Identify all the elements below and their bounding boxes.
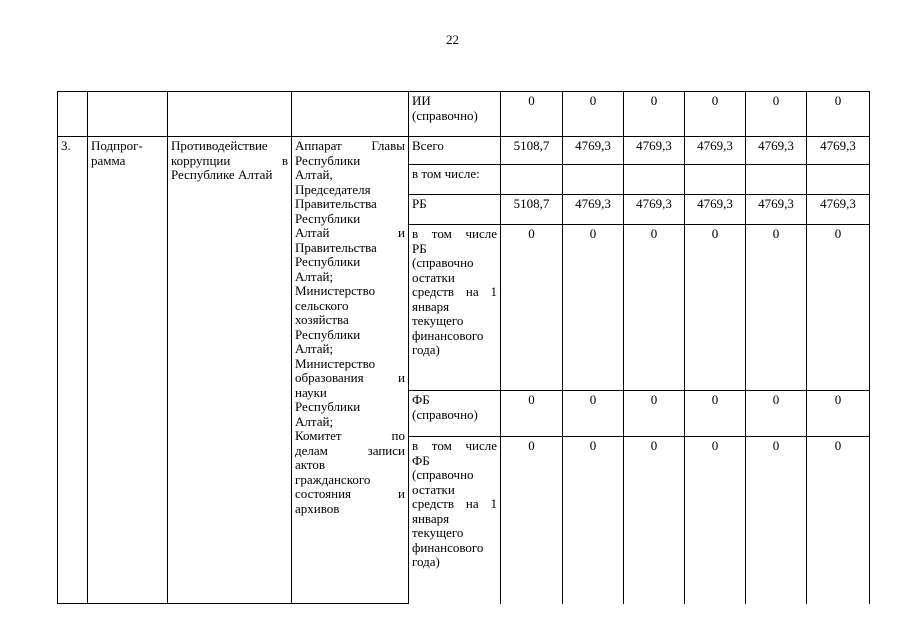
executor-line: Алтай,	[295, 167, 333, 182]
executors-cell	[292, 137, 409, 604]
budget-table	[57, 91, 870, 604]
executor-line: хозяйства	[295, 312, 349, 327]
value-cell: 0	[624, 391, 685, 437]
value-cell: 4769,3	[685, 195, 746, 225]
executor-line: образования и	[295, 370, 405, 385]
value-cell: 0	[563, 437, 624, 604]
funding-source-line: (справочно	[412, 467, 474, 482]
value-cell: 0	[563, 391, 624, 437]
funding-source-line: в том числе	[412, 438, 497, 453]
value-cell: 4769,3	[563, 195, 624, 225]
value-cell: 0	[685, 391, 746, 437]
funding-source-line: ФБ	[412, 392, 430, 407]
value-cell: 4769,3	[807, 137, 870, 165]
type-line: Подпрог-	[91, 138, 143, 153]
funding-source-line: текущего	[412, 313, 464, 328]
executor-line: Правительства	[295, 196, 377, 211]
value-cell: 0	[624, 437, 685, 604]
value-cell: 4769,3	[563, 137, 624, 165]
executor-line: актов	[295, 457, 326, 472]
funding-source-line: РБ	[412, 240, 427, 256]
value-cell: 4769,3	[685, 137, 746, 165]
funding-source-cell	[409, 165, 501, 195]
value-cell	[563, 165, 624, 195]
funding-source-cell	[409, 225, 501, 391]
value-cell: 4769,3	[624, 137, 685, 165]
value-cell	[501, 165, 563, 195]
executor-line: Алтай;	[295, 341, 334, 356]
value-cell: 0	[685, 225, 746, 391]
value-cell: 0	[563, 225, 624, 391]
executor-line: Министерство	[295, 283, 376, 298]
value-cell: 4769,3	[807, 195, 870, 225]
value-cell: 0	[563, 92, 624, 137]
executor-line: Председателя	[295, 181, 371, 197]
value-cell: 5108,7	[501, 137, 563, 165]
funding-source-line: в том числе:	[412, 166, 480, 181]
value-cell: 0	[807, 92, 870, 137]
funding-source-line: (справочно)	[412, 107, 478, 123]
executor-line: состояния и	[295, 486, 405, 501]
executor-line: Алтай;	[295, 413, 334, 429]
value-cell: 0	[746, 437, 807, 604]
funding-source-cell	[409, 391, 501, 437]
value-cell: 0	[807, 225, 870, 391]
value-cell: 0	[807, 391, 870, 437]
number-cell	[58, 92, 88, 137]
value-cell	[746, 165, 807, 195]
funding-source-line: января	[412, 298, 450, 314]
funding-source-line: остатки	[412, 269, 455, 285]
executor-line: Комитет по	[295, 428, 405, 443]
executor-line: Республики	[295, 399, 361, 414]
funding-source-cell	[409, 92, 501, 137]
executors-cell	[292, 92, 409, 137]
type-cell	[88, 92, 168, 137]
executor-line: науки	[295, 384, 327, 400]
executor-line: Министерство	[295, 355, 376, 371]
executor-line: Республики	[295, 254, 361, 269]
value-cell: 0	[807, 437, 870, 604]
funding-source-line: финансового	[412, 327, 484, 343]
funding-source-line: ИИ	[412, 93, 431, 108]
funding-source-line: Всего	[412, 138, 444, 153]
funding-source-line: (справочно)	[412, 406, 478, 422]
value-cell: 0	[624, 225, 685, 391]
value-cell: 0	[501, 391, 563, 437]
value-cell: 4769,3	[746, 195, 807, 225]
value-cell: 0	[624, 92, 685, 137]
funding-source-line: (справочно	[412, 255, 474, 270]
value-cell: 0	[746, 391, 807, 437]
funding-source-line: года)	[412, 554, 440, 569]
page-number: 22	[446, 32, 459, 47]
type-cell	[88, 137, 168, 604]
name-cell	[168, 92, 292, 137]
value-cell: 0	[685, 92, 746, 137]
funding-source-cell	[409, 195, 501, 225]
executor-line: Аппарат Главы	[295, 138, 405, 153]
funding-source-line: года)	[412, 342, 440, 357]
funding-source-cell	[409, 137, 501, 165]
value-cell: 5108,7	[501, 195, 563, 225]
funding-source-line: РБ	[412, 196, 427, 211]
funding-source-line: января	[412, 510, 450, 526]
executor-line: гражданского	[295, 471, 371, 487]
table-row	[58, 92, 870, 137]
value-cell: 0	[501, 225, 563, 391]
funding-source-line: финансового	[412, 539, 484, 555]
value-cell: 0	[746, 225, 807, 391]
type-line: рамма	[91, 152, 126, 168]
value-cell: 4769,3	[746, 137, 807, 165]
executor-line: Алтай;	[295, 268, 334, 284]
funding-source-line: в том числе	[412, 226, 497, 241]
funding-source-line: остатки	[412, 481, 455, 497]
subprogram-name-cell: Противодействие коррупции в Республике Алтай	[168, 137, 292, 604]
number-cell: 3.	[58, 137, 88, 604]
funding-source-line: текущего	[412, 525, 464, 540]
executor-line: Республики	[295, 326, 361, 342]
executor-line: Алтай и	[295, 225, 405, 240]
executor-line: делам записи	[295, 442, 405, 458]
table-row	[58, 137, 870, 165]
executor-line: сельского	[295, 297, 349, 313]
value-cell: 0	[746, 92, 807, 137]
value-cell: 0	[685, 437, 746, 604]
funding-source-line: ФБ	[412, 452, 430, 468]
executor-line: архивов	[295, 500, 340, 516]
value-cell	[807, 165, 870, 195]
value-cell: 4769,3	[624, 195, 685, 225]
executor-line: Правительства	[295, 239, 377, 255]
funding-source-line: средств на 1	[412, 496, 497, 511]
value-cell	[624, 165, 685, 195]
funding-source-line: средств на 1	[412, 284, 497, 299]
executor-line: Республики	[295, 152, 361, 168]
value-cell: 0	[501, 437, 563, 604]
value-cell	[685, 165, 746, 195]
executor-line: Республики	[295, 210, 361, 226]
funding-source-cell	[409, 437, 501, 604]
value-cell: 0	[501, 92, 563, 137]
